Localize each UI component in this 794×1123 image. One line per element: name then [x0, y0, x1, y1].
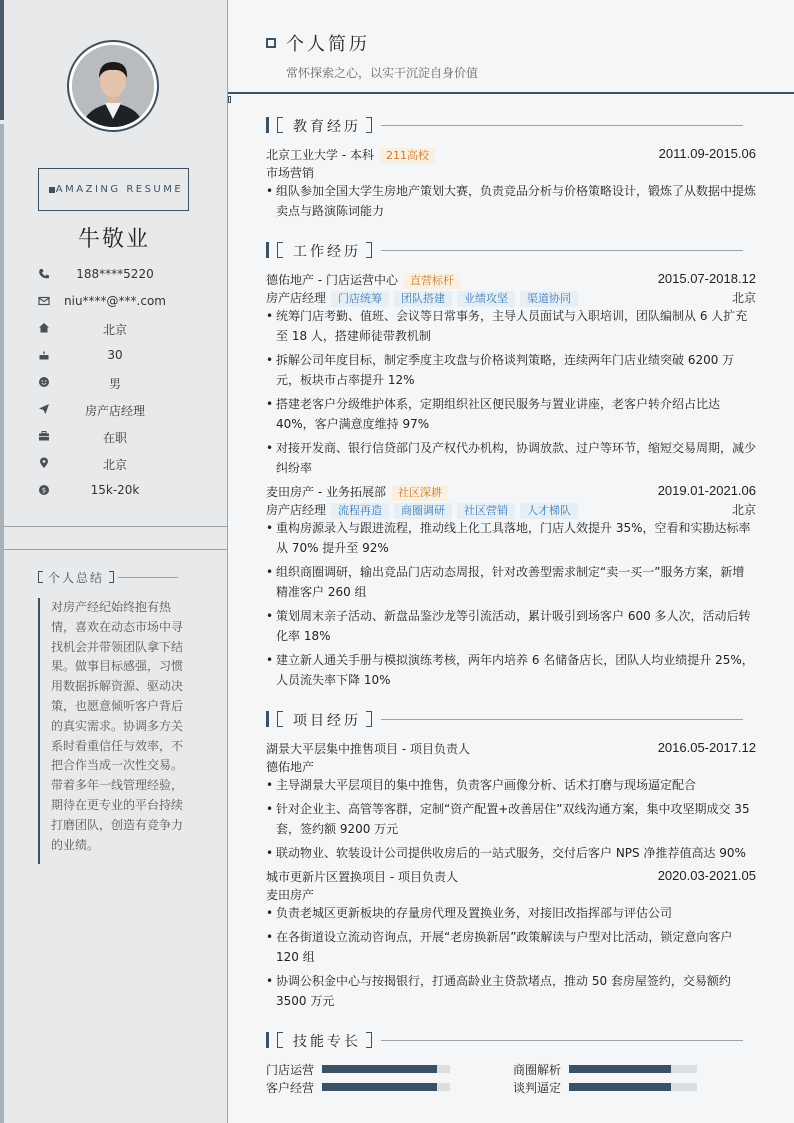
- skill-tag: 团队搭建: [394, 291, 452, 307]
- skill-tag: 业绩攻坚: [457, 291, 515, 307]
- skill-bar-track: [569, 1083, 697, 1091]
- education-period: 2011.09-2015.06: [658, 146, 756, 161]
- project-org-row: [266, 757, 756, 775]
- resume-badge: [38, 168, 189, 211]
- job-role: 房产店经理: [266, 503, 327, 517]
- list-item: • 负责老城区更新板块的存量房代理及置换业务，对接旧改指挥部与评估公司: [266, 903, 756, 923]
- bracket-left-icon: [277, 242, 283, 258]
- bracket-right-icon: [366, 117, 372, 133]
- summary-heading: 个人总结: [38, 569, 178, 585]
- company-name: 德佑地产 - 门店运营中心: [266, 273, 398, 287]
- bracket-left-icon: [277, 117, 283, 133]
- svg-text:$: $: [41, 486, 47, 495]
- avatar: [67, 40, 159, 132]
- job-role: 房产店经理: [266, 291, 327, 305]
- project-name: 城市更新片区置换项目 - 项目负责人: [266, 870, 458, 884]
- education-heading: 教育经历: [266, 116, 756, 134]
- summary-text: 对房产经纪始终抱有热情，喜欢在动态市场中寻找机会并带领团队拿下结果。做事目标感强，习惯用数据拆解资源、驱动决策，也愿意倾听客户背后的真实需求。协调多方关系时看重信任与效率，不把合作当成一次性交易。带着多年一线管理经验，期待在更专业的平台持续打磨团队，创造有竞争力的业绩。: [38, 598, 188, 864]
- skill-item: [513, 1060, 703, 1078]
- skill-bar-track: [322, 1083, 450, 1091]
- skill-item: [513, 1078, 703, 1096]
- job-city: 北京: [731, 291, 756, 305]
- education-row: [266, 145, 756, 163]
- list-item: • 建立新人通关手册与模拟演练考核，两年内培养 6 名储备店长，团队人均业绩提升 25%，人员流失率下降 10%: [266, 650, 756, 690]
- project-period: 2020.03-2021.05: [657, 868, 756, 883]
- bracket-right-icon: [109, 571, 114, 583]
- project-header-row: [266, 867, 756, 885]
- skill-name: 客户经营: [266, 1081, 315, 1095]
- heading-rule: [381, 125, 743, 126]
- badge-square-icon: [49, 187, 55, 193]
- list-item: • 针对企业主、高管等客群，定制“资产配置+改善居住”双线沟通方案，集中攻坚期成交 35 套，签约额 9200 万元: [266, 799, 756, 839]
- sidebar-edge-accent: [0, 0, 4, 120]
- project-header-row: [266, 739, 756, 757]
- project-period: 2016.05-2017.12: [657, 740, 756, 755]
- school-tag: 211高校: [380, 148, 435, 164]
- sidebar-divider: [4, 526, 228, 527]
- education-major-row: [266, 163, 756, 181]
- heading-bar: [266, 242, 269, 258]
- list-item: • 重构房源录入与跟进流程，推动线上化工具落地，门店人效提升 35%，空看和实勘达标率从 70% 提升至 92%: [266, 518, 756, 558]
- bracket-left-icon: [38, 571, 43, 583]
- skill-bar-track: [322, 1065, 450, 1073]
- skill-name: 商圈解析: [513, 1063, 562, 1077]
- skill-name: 谈判逼定: [513, 1081, 562, 1095]
- list-item: • 统筹门店考勤、值班、会议等日常事务，主导人员面试与入职培训，团队编制从 6 人扩充至 18 人，搭建师徒带教机制: [266, 306, 756, 346]
- skill-bar-fill: [569, 1083, 671, 1091]
- info-age: 30: [0, 346, 228, 366]
- page-title: 个人简历: [286, 34, 370, 55]
- skill-tag: 社区营销: [457, 503, 515, 519]
- job-header-row: [266, 270, 756, 288]
- heading-rule: [381, 250, 743, 251]
- info-phone: 188****5220: [0, 265, 228, 285]
- info-gender: 男: [0, 373, 228, 393]
- skill-bar-track: [569, 1065, 697, 1073]
- info-home-city: 北京: [0, 319, 228, 339]
- major: 市场营销: [266, 166, 315, 180]
- skill-bar-fill: [569, 1065, 671, 1073]
- heading-bar: [266, 117, 269, 133]
- skill-name: 门店运营: [266, 1063, 315, 1077]
- bracket-right-icon: [366, 242, 372, 258]
- sidebar-divider: [4, 549, 228, 550]
- heading-rule: [381, 719, 743, 720]
- heading-bar: [266, 711, 269, 727]
- company-tag: 社区深耕: [392, 485, 448, 501]
- list-item: • 对接开发商、银行信贷部门及产权代办机构，协调放款、过户等环节，缩短交易周期，减少纠纷率: [266, 438, 756, 478]
- skills-heading: 技能专长: [266, 1031, 756, 1049]
- skill-bar-fill: [322, 1065, 437, 1073]
- company-name: 麦田房产 - 业务拓展部: [266, 485, 386, 499]
- candidate-name: 牛敬业: [77, 227, 150, 252]
- list-item: • 拆解公司年度目标，制定季度主攻盘与价格谈判策略，连续两年门店业绩突破 6200 万元，板块市占率提升 12%: [266, 350, 756, 390]
- list-item: • 在各街道设立流动咨询点，开展“老房换新居”政策解读与户型对比活动，锁定意向客户 120 组: [266, 927, 756, 967]
- bracket-right-icon: [366, 1032, 372, 1048]
- skill-tag: 流程再造: [331, 503, 389, 519]
- list-item: • 联动物业、软装设计公司提供收房后的一站式服务，交付后客户 NPS 净推荐值高达 90%: [266, 843, 756, 863]
- projects-heading: 项目经历: [266, 710, 756, 728]
- job-role-row: [266, 500, 756, 518]
- info-position: 房产店经理: [0, 400, 228, 420]
- list-item: • 策划周末亲子活动、新盘品鉴沙龙等引流活动，累计吸引到场客户 600 多人次，活动后转化率 18%: [266, 606, 756, 646]
- badge-text: AMAZING RESUME: [55, 183, 184, 195]
- project-org-row: [266, 885, 756, 903]
- page-subtitle: 常怀探索之心，以实干沉淀自身价值: [286, 66, 479, 80]
- list-item: • 组织商圈调研，输出竞品门店动态周报，针对改善型需求制定“卖一买一”服务方案，新增精准客户 260 组: [266, 562, 756, 602]
- job-city: 北京: [731, 503, 756, 517]
- info-salary: $ 15k-20k: [0, 481, 228, 501]
- skill-item: [266, 1078, 456, 1096]
- list-item: • 搭建老客户分级维护体系，定期组织社区便民服务与置业讲座，老客户转介绍占比达 40%，客户满意度维持 97%: [266, 394, 756, 434]
- portrait-image: [72, 45, 154, 127]
- info-email: niu****@***.com: [0, 292, 228, 312]
- work-heading: 工作经历: [266, 241, 756, 259]
- list-item: • 组队参加全国大学生房地产策划大赛，负责竞品分析与价格策略设计，锻炼了从数据中提炼卖点与路演陈词能力: [266, 181, 756, 221]
- info-location: 北京: [0, 454, 228, 474]
- bracket-right-icon: [366, 711, 372, 727]
- list-item: • 主导湖景大平层项目的集中推售，负责客户画像分析、话术打磨与现场逼定配合: [266, 775, 756, 795]
- list-item: • 协调公积金中心与按揭银行，打通高龄业主贷款堵点，推动 50 套房屋签约，交易额约 3500 万元: [266, 971, 756, 1011]
- project-org: 麦田房产: [266, 888, 315, 902]
- project-name: 湖景大平层集中推售项目 - 项目负责人: [266, 742, 470, 756]
- school-name: 北京工业大学 - 本科: [266, 148, 374, 162]
- project-org: 德佑地产: [266, 760, 315, 774]
- skill-item: [266, 1060, 456, 1078]
- info-status: 在职: [0, 427, 228, 447]
- company-tag: 直营标杆: [404, 273, 460, 289]
- heading-rule: [118, 577, 178, 578]
- skill-tag: 门店统筹: [331, 291, 389, 307]
- resume-header: [228, 0, 794, 94]
- skill-tag: 人才梯队: [520, 503, 578, 519]
- header-tick-mark: [228, 96, 231, 103]
- title-square-icon: [266, 38, 276, 48]
- bracket-left-icon: [277, 711, 283, 727]
- sidebar: [0, 0, 228, 1123]
- job-header-row: [266, 482, 756, 500]
- heading-rule: [381, 1040, 743, 1041]
- bracket-left-icon: [277, 1032, 283, 1048]
- job-role-row: [266, 288, 756, 306]
- heading-bar: [266, 1032, 269, 1048]
- job-period: 2015.07-2018.12: [657, 271, 756, 286]
- job-period: 2019.01-2021.06: [657, 483, 756, 498]
- skill-tag: 渠道协同: [520, 291, 578, 307]
- skill-bar-fill: [322, 1083, 437, 1091]
- skill-tag: 商圈调研: [394, 503, 452, 519]
